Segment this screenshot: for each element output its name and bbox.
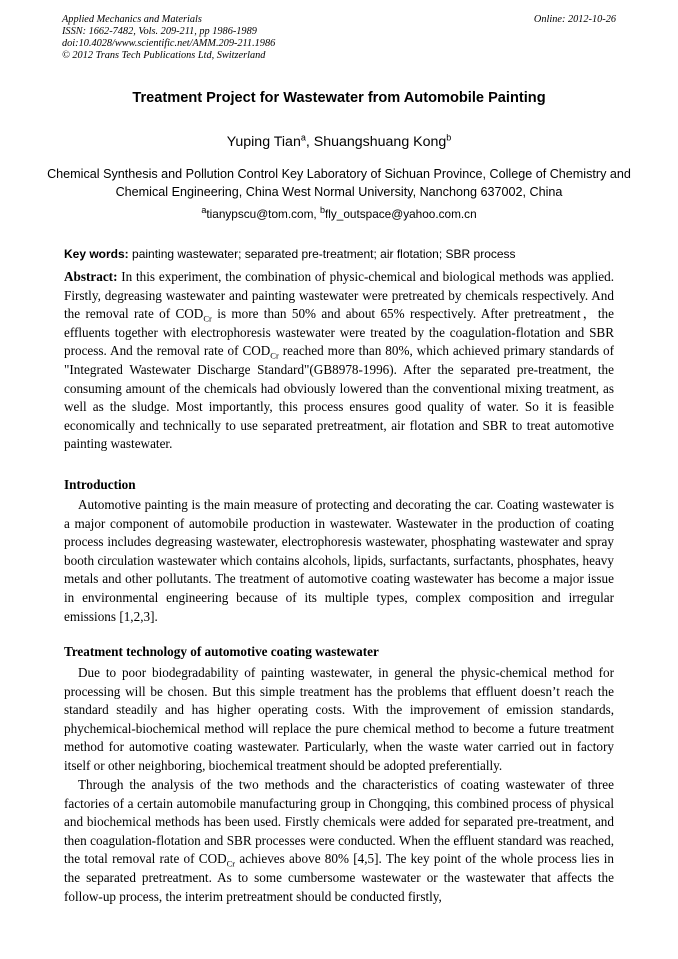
author-line bbox=[0, 134, 678, 150]
abstract-label: Abstract: bbox=[64, 269, 118, 284]
email-mark: b bbox=[319, 205, 325, 216]
keywords-text: painting wastewater; separated pre-treatment; air flotation; SBR process bbox=[128, 247, 516, 261]
technology-paragraph bbox=[64, 776, 614, 906]
section-heading-technology: Treatment technology of automotive coating wastewater bbox=[64, 644, 379, 659]
abstract-text: is more than 50% and about 65% respectively. After pretreatment，the effluents together with electrophoresis wastewater were treated by the coagulation-flotation and SBR process. And the removal rate of COD bbox=[64, 306, 614, 359]
author-separator: , bbox=[305, 134, 314, 150]
introduction-paragraph: Automotive painting is the main measure of protecting and decorating the car. Coating wastewater is a major component of automobile production in wastewater. Wastewater in the production of coating process includes degreasing wastewater, electrophoresis wastewater, phosphating wastewater and spray booth circulation wastewater which contains alcohols, lipids, surfactants, surfactants, phosphates, heavy metals and other pollutants. The treatment of automotive coating wastewater has become a major issue in environmental engineering because of its multiple types, complex composition and irregular emissions [1,2,3]. bbox=[64, 497, 614, 624]
abstract bbox=[64, 268, 614, 454]
copyright-line: © 2012 Trans Tech Publications Ltd, Switzerland bbox=[62, 50, 266, 61]
abstract-text: reached more than 80%, which achieved primary standards of "Integrated Wastewater Discharge Standard"(GB8978-1996). After the separated pre-treatment, the consuming amount of the chemicals had obviously lowered than the conventional mixing treatment, as well as the sludge. Most importantly, this process ensures good quality of water. So it is feasible economically and technically to use separated pretreatment, air flotation and SBR to treat automotive painting wastewater. bbox=[64, 343, 614, 452]
subscript: Cr bbox=[203, 313, 212, 324]
email-address: fly_outspace@yahoo.com.cn bbox=[324, 207, 477, 221]
journal-header bbox=[62, 14, 618, 62]
paragraph-text: achieves above 80% [4,5]. The key point of the whole process lies in the separated pretreatment. As to some cumbersome wastewater or the wastewater that affects the follow-up process, the interim pretreatment should be conducted firstly, bbox=[64, 851, 614, 904]
author-name: Shuangshuang Kong bbox=[313, 134, 447, 150]
issn-line: ISSN: 1662-7482, Vols. 209-211, pp 1986-1989 bbox=[62, 26, 257, 37]
keywords bbox=[64, 247, 620, 261]
author-affil-mark: b bbox=[446, 132, 452, 143]
keywords-label: Key words: bbox=[64, 247, 129, 261]
subscript: Cr bbox=[226, 859, 236, 870]
journal-name: Applied Mechanics and Materials bbox=[62, 14, 202, 25]
doi-line: doi:10.4028/www.scientific.net/AMM.209-211.1986 bbox=[62, 38, 276, 49]
section-heading-introduction: Introduction bbox=[64, 477, 136, 492]
author-name: Yuping Tian bbox=[226, 134, 301, 150]
affiliation: Chemical Synthesis and Pollution Control Key Laboratory of Sichuan Province, College of Chemistry and Chemical Engineering, China West Normal University, Nanchong 637002, China bbox=[47, 167, 631, 199]
online-date: Online: 2012-10-26 bbox=[533, 14, 616, 25]
abstract-text: In this experiment, the combination of physic-chemical and biological methods was applied. Firstly, degreasing wastewater and painting wastewater were pretreated by chemicals respectively. And the removal rate of COD bbox=[64, 269, 614, 322]
paper-title: Treatment Project for Wastewater from Automobile Painting bbox=[132, 90, 546, 106]
email-mark: a bbox=[201, 205, 207, 216]
technology-paragraph: Due to poor biodegradability of painting wastewater, in general the physic-chemical method for processing will be chosen. But this simple treatment has the problems that effluent doesn’t reach the standard steadily and has higher operating costs. With the improvement of emission standards, phychemical-biochemical method will replace the pure chemical method to become a future treatment method for automotive coating wastewater. Particularly, when the waste water carried out in factory itself or other neighboring, biochemical treatment should be adopted preferentially. bbox=[64, 665, 614, 773]
author-affil-mark: a bbox=[300, 132, 306, 143]
paragraph-text: Through the analysis of the two methods and the characteristics of coating wastewater of three factories of a certain automobile manufacturing group in Chongqing, this combined process of physical and biochemical methods has been used. Firstly chemicals were added for separated pre-treatment, and then coagulation-flotation and SBR processes were conducted. When the effluent standard was reached, the total removal rate of COD bbox=[64, 777, 614, 867]
email-line bbox=[0, 207, 678, 221]
subscript: Cr bbox=[270, 351, 279, 362]
email-address: tianypscu@tom.com, bbox=[206, 207, 320, 221]
